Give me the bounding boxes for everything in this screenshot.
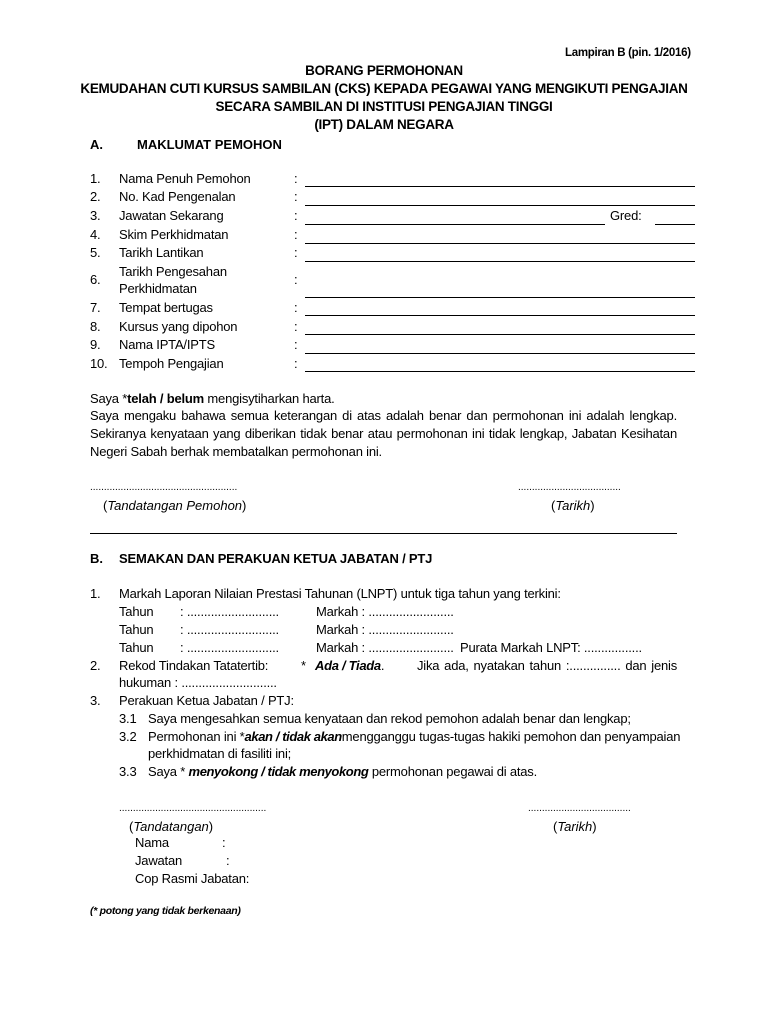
hod-nama-label: Nama [135,835,169,850]
tahun-label: Tahun [119,604,154,619]
markah-field[interactable]: Markah : ......................... [316,622,454,637]
applicant-signature-label: (Tandatangan Pemohon) [103,498,247,513]
form-title: BORANG PERMOHONAN [305,63,463,78]
field-label-tempoh: Tempoh Pengajian [119,356,224,371]
field-num: 6. [90,272,101,287]
tatatertib-star: * [301,658,307,673]
field-label-ic: No. Kad Pengenalan [119,189,236,204]
tatatertib-ifyes[interactable]: Jika ada, nyatakan tahun :............... dan jenis [417,658,677,673]
sub-3-2-post: mengganggu tugas-tugas hakiki pemohon dan penyampaian [341,729,681,744]
jawatan-input-line[interactable] [305,224,605,225]
field-label-pengesahan-2: Perkhidmatan [119,281,197,296]
field-num: 4. [90,227,101,242]
sub-3-2-line [148,729,681,744]
field-colon: : [294,245,298,260]
field-colon: : [294,171,298,186]
declaration-line [90,391,335,406]
section-a-letter: A. [90,137,103,152]
nama-input-line[interactable] [305,186,695,187]
declaration-rest: mengisytiharkan harta. [207,391,335,406]
footnote: (* potong yang tidak berkenaan) [90,905,241,917]
akan-options[interactable]: akan / tidak akan [244,729,342,744]
field-num: 8. [90,319,101,334]
field-colon: : [294,319,298,334]
sub-3-2-pre: Permohonan ini * [148,729,245,744]
applicant-date-label: (Tarikh) [551,498,595,513]
hod-jawatan-label: Jawatan [135,853,183,868]
tatatertib-label: Rekod Tindakan Tatatertib: [119,658,269,673]
sub-3-3-line [148,764,537,779]
field-colon: : [294,189,298,204]
field-label-ipta: Nama IPTA/IPTS [119,337,215,352]
tahun-dots[interactable]: : ........................... [180,622,279,637]
field-num: 5. [90,245,101,260]
lampiran-label: Lampiran B (pin. 1/2016) [565,47,691,59]
tahun-label: Tahun [119,640,154,655]
declaration-saya: Saya [90,391,119,406]
hod-nama-colon: : [222,835,226,850]
hod-date-label: (Tarikh) [553,819,597,834]
hod-jawatan-colon: : [226,853,230,868]
field-colon: : [294,272,298,287]
field-label-kursus: Kursus yang dipohon [119,319,238,334]
field-num: 9. [90,337,101,352]
purata-lnpt-field[interactable]: Purata Markah LNPT: ................. [460,640,642,655]
sub-3-3-pre: Saya * [148,764,186,779]
field-num: 2. [90,189,101,204]
item-num: 3. [90,693,101,708]
tempoh-input-line[interactable] [305,371,695,372]
applicant-signature-dots[interactable]: ..................................................... [90,482,238,493]
gred-label: Gred: [610,208,642,223]
field-colon: : [294,208,298,223]
applicant-date-dots[interactable]: ..................................... [518,482,621,493]
field-colon: : [294,337,298,352]
tempat-input-line[interactable] [305,315,695,316]
form-subtitle-2: SECARA SAMBILAN DI INSTITUSI PENGAJIAN TINGGI [215,99,553,114]
hod-date-label-text: Tarikh [557,819,593,834]
hod-date-dots[interactable]: ..................................... [528,803,631,814]
form-subtitle-1: KEMUDAHAN CUTI KURSUS SAMBILAN (CKS) KEPADA PEGAWAI YANG MENGIKUTI PENGAJIAN [80,81,688,96]
item-num: 1. [90,586,101,601]
field-num: 10. [90,356,108,371]
section-a-title: MAKLUMAT PEMOHON [137,137,282,152]
section-b-letter: B. [90,551,103,566]
declaration-para-3: Negeri Sabah berhak membatalkan permohonan ini. [90,444,382,459]
kursus-input-line[interactable] [305,334,695,335]
field-label-pengesahan: Tarikh Pengesahan [119,264,227,279]
skim-input-line[interactable] [305,243,695,244]
field-label-tempat: Tempat bertugas [119,300,213,315]
field-label-skim: Skim Perkhidmatan [119,227,229,242]
hod-signature-label: (Tandatangan) [129,819,214,834]
sub-3-2-line2: perkhidmatan di fasiliti ini; [148,746,292,761]
gred-input-line[interactable] [655,224,695,225]
item-num: 2. [90,658,101,673]
tahun-dots[interactable]: : ........................... [180,604,279,619]
sub-num: 3.3 [119,764,137,779]
pengesahan-input-line[interactable] [305,297,695,298]
field-num: 7. [90,300,101,315]
menyokong-options[interactable]: menyokong / tidak menyokong [188,764,369,779]
field-num: 1. [90,171,101,186]
options-dot: . [380,658,385,673]
ipta-input-line[interactable] [305,353,695,354]
lantikan-input-line[interactable] [305,261,695,262]
sub-3-3-post: permohonan pegawai di atas. [371,764,538,779]
date-label-text: Tarikh [555,498,591,513]
field-colon: : [294,356,298,371]
section-divider [90,533,677,534]
declaration-options[interactable]: telah / belum [127,391,204,406]
hukuman-field[interactable]: hukuman : ............................ [119,675,277,690]
sub-num: 3.1 [119,711,137,726]
tatatertib-options[interactable] [315,658,384,673]
declaration-star: * [122,391,128,406]
sub-num: 3.2 [119,729,137,744]
perakuan-label: Perakuan Ketua Jabatan / PTJ: [119,693,294,708]
ada-tiada-text[interactable]: Ada / Tiada [315,658,381,673]
hod-signature-label-text: Tandatangan [133,819,209,834]
field-colon: : [294,227,298,242]
field-label-lantikan: Tarikh Lantikan [119,245,204,260]
field-colon: : [294,300,298,315]
field-label-jawatan: Jawatan Sekarang [119,208,224,223]
sub-3-1-text: Saya mengesahkan semua kenyataan dan rekod pemohon adalah benar dan lengkap; [148,711,631,726]
section-b-title: SEMAKAN DAN PERAKUAN KETUA JABATAN / PTJ [119,551,433,566]
ic-input-line[interactable] [305,205,695,206]
markah-field[interactable]: Markah : ......................... [316,604,454,619]
declaration-para-2: Sekiranya kenyataan yang diberikan tidak benar atau permohonan ini tidak lengkap, Jabatan Kesihatan [90,426,677,441]
lnpt-text: Markah Laporan Nilaian Prestasi Tahunan (LNPT) untuk tiga tahun yang terkini: [119,586,561,601]
field-num: 3. [90,208,101,223]
field-label-nama: Nama Penuh Pemohon [119,171,251,186]
tahun-label: Tahun [119,622,154,637]
form-subtitle-3: (IPT) DALAM NEGARA [314,117,454,132]
markah-field[interactable]: Markah : ......................... [316,640,454,655]
declaration-para-1: Saya mengaku bahawa semua keterangan di atas adalah benar dan permohonan ini adalah lengkap. [90,408,677,423]
tahun-dots[interactable]: : ........................... [180,640,279,655]
cop-rasmi-label: Cop Rasmi Jabatan: [135,871,250,886]
hod-signature-dots[interactable]: ..................................................... [119,803,267,814]
signature-label-text: Tandatangan Pemohon [107,498,243,513]
